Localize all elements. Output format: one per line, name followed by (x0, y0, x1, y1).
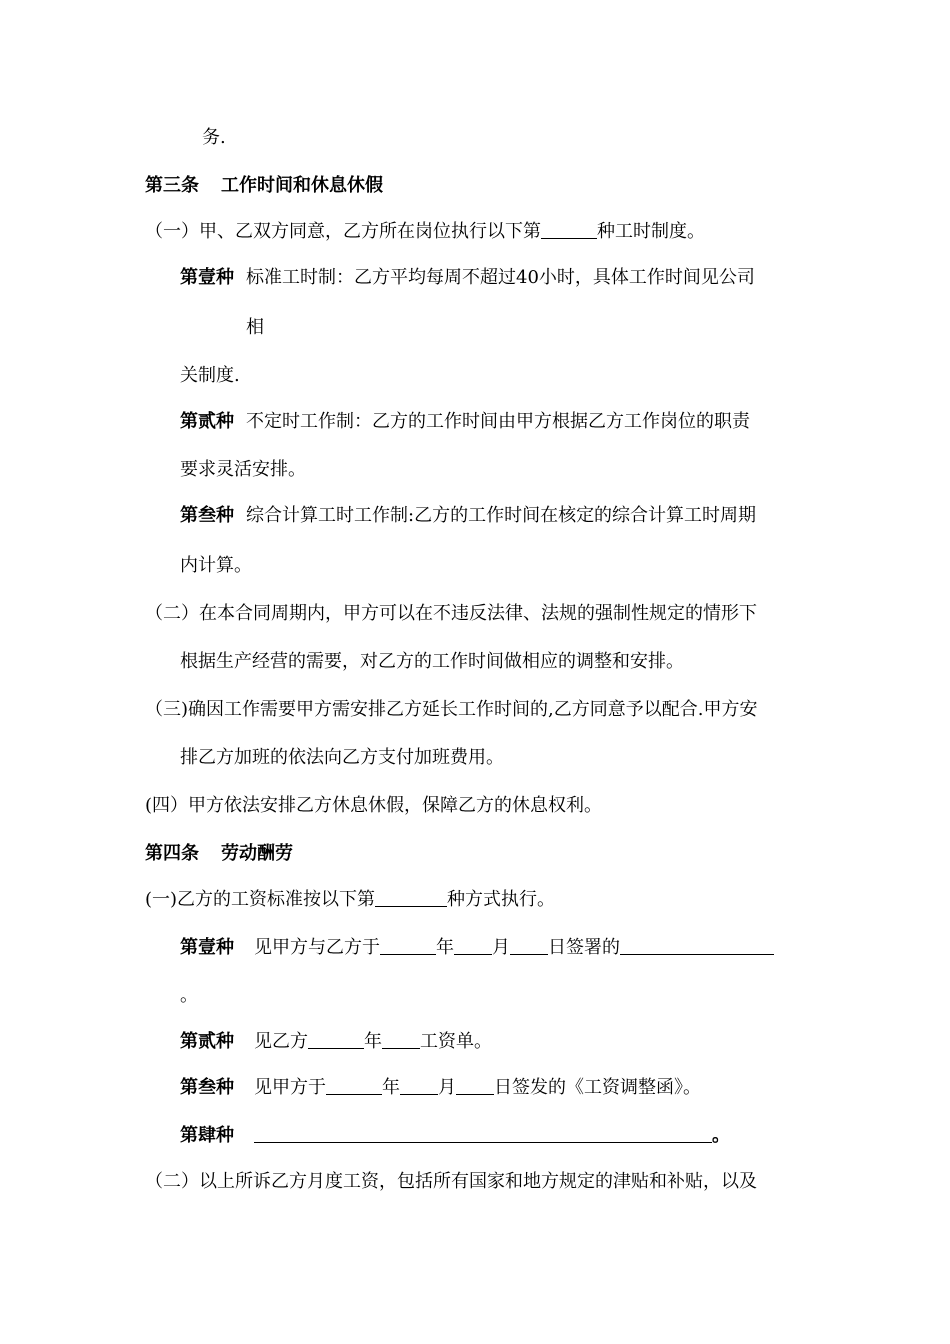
day-text: 日 (548, 937, 566, 958)
article-4-option-4 (180, 1124, 730, 1148)
fill-blank (620, 936, 774, 955)
fill-blank-month (400, 1076, 438, 1095)
option-label: 第贰种 (180, 1031, 234, 1052)
option-text: 工资单。 (420, 1031, 492, 1052)
year-text: 年 (382, 1077, 400, 1098)
article-3-heading (145, 174, 383, 198)
article-3-title: 工作时间和休息休假 (221, 175, 383, 196)
option-label: 第贰种 (180, 411, 234, 432)
continuation-text: 务. (202, 127, 226, 148)
month-text: 月 (438, 1077, 456, 1098)
month-text: 月 (492, 937, 510, 958)
article-3-clause-2: （二）在本合同周期内，甲方可以在不违反法律、法规的强制性规定的情形下 (145, 603, 757, 624)
fill-blank-year (308, 1030, 364, 1049)
article-3-clause-3: （三)确因工作需要甲方需安排乙方延长工作时间的,乙方同意予以配合.甲方安 (145, 699, 758, 720)
option-continuation: 要求灵活安排。 (180, 459, 306, 480)
option-label: 第叁种 (180, 505, 234, 526)
article-4-clause-2: （二）以上所诉乙方月度工资，包括所有国家和地方规定的津贴和补贴，以及 (145, 1171, 757, 1192)
fill-blank (541, 220, 597, 239)
article-4-option-3 (180, 1076, 701, 1100)
option-text: 见甲方于 (254, 1077, 326, 1098)
fill-blank-year (326, 1076, 382, 1095)
article-3-number: 第三条 (145, 175, 199, 196)
fill-blank-month (382, 1030, 420, 1049)
article-4-clause-1 (145, 888, 555, 912)
clause-text: （一）甲、乙双方同意，乙方所在岗位执行以下第 (145, 221, 541, 242)
fill-blank-day (456, 1076, 494, 1095)
option-text: 不定时工作制：乙方的工作时间由甲方根据乙方工作岗位的职责 (246, 411, 750, 432)
clause-text: (一)乙方的工资标准按以下第 (145, 889, 376, 910)
option-text: 签发的《工资调整函》。 (512, 1077, 701, 1098)
clause-continuation: 根据生产经营的需要，对乙方的工作时间做相应的调整和安排。 (180, 651, 684, 672)
clause-continuation: 排乙方加班的依法向乙方支付加班费用。 (180, 747, 504, 768)
option-continuation: 。 (180, 985, 198, 1006)
article-4-option-1 (180, 936, 774, 960)
article-4-title: 劳动酬劳 (221, 843, 293, 864)
year-text: 年 (436, 937, 454, 958)
year-text: 年 (364, 1031, 382, 1052)
option-continuation: 关制度. (180, 365, 240, 386)
clause-text: 种工时制度。 (597, 221, 705, 242)
article-3-option-3 (180, 504, 756, 528)
option-continuation: 相 (246, 317, 264, 338)
option-text: 。 (712, 1125, 730, 1146)
clause-text: 种方式执行。 (447, 889, 556, 910)
fill-blank-year (380, 936, 436, 955)
option-text: 见甲方与乙方于 (254, 937, 380, 958)
article-3-option-2 (180, 410, 750, 434)
article-3-clause-4: (四）甲方依法安排乙方休息休假，保障乙方的休息权利。 (145, 795, 603, 816)
option-label: 第叁种 (180, 1077, 234, 1098)
day-text: 日 (494, 1077, 512, 1098)
fill-blank (254, 1124, 712, 1143)
option-label: 第壹种 (180, 267, 234, 288)
article-4-heading (145, 842, 293, 866)
article-3-clause-1 (145, 220, 705, 244)
option-text: 签署的 (566, 937, 620, 958)
option-text: 标准工时制：乙方平均每周不超过40小时，具体工作时间见公司 (246, 267, 755, 288)
option-continuation: 内计算。 (180, 555, 252, 576)
option-label: 第肆种 (180, 1125, 234, 1146)
option-label: 第壹种 (180, 937, 234, 958)
fill-blank (375, 888, 447, 907)
option-text: 见乙方 (254, 1031, 308, 1052)
article-3-option-1 (180, 266, 755, 290)
fill-blank-month (454, 936, 492, 955)
article-4-option-2 (180, 1030, 492, 1054)
article-4-number: 第四条 (145, 843, 199, 864)
option-text: 综合计算工时工作制:乙方的工作时间在核定的综合计算工时周期 (246, 505, 757, 526)
fill-blank-day (510, 936, 548, 955)
